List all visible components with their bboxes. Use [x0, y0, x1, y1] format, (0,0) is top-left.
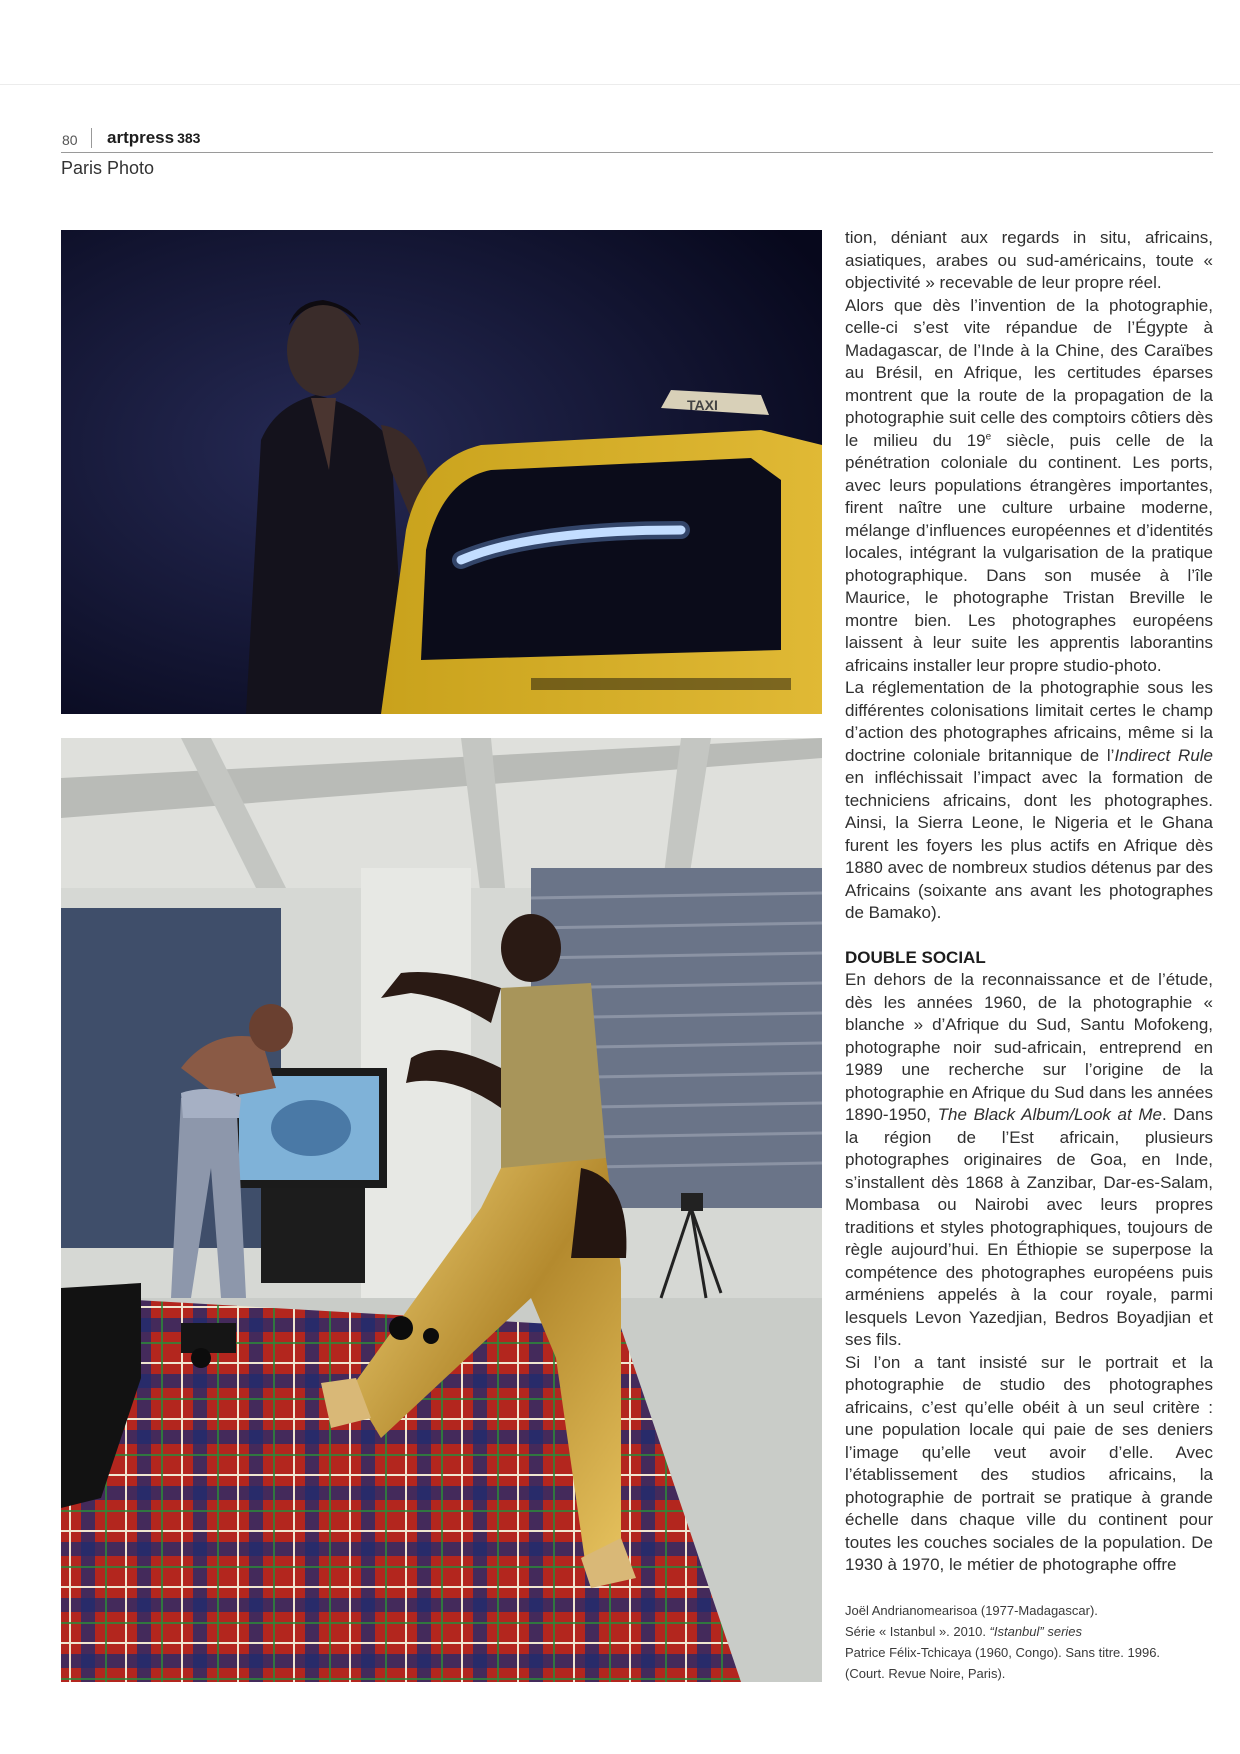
- caption-line-1: Joël Andrianomearisoa (1977-Madagascar).: [845, 1603, 1098, 1618]
- folio-divider: [91, 128, 92, 148]
- black-album-italic: The Black Album/Look at Me: [937, 1105, 1162, 1124]
- paragraph-3: [845, 677, 1213, 925]
- issue-number: 383: [177, 130, 201, 146]
- paragraph-4-part-2: . Dans la région de l’Est africain, plusieurs photographes originaires de Goa, en Inde, s’installent dès 1868 à Zanzibar, Dar-es-Salam, Mombasa ou Nairobi avec leurs propres traditions et styles photographiques, toujours de règle aujourd’hui. En Éthiopie se superpose la compétence des photographes européens puis arméniens appelés à la cour royale, parmi lesquels Levon Yazedjian, Bedros Boyadjian et ses fils.: [845, 1105, 1213, 1349]
- taxi-sign-label: TAXI: [687, 397, 718, 413]
- century-superscript: e: [985, 430, 992, 442]
- paragraph-2-part-1: Alors que dès l’invention de la photographie, celle-ci s’est vite répandue de l’Égypte à Madagascar, de l’Inde à la Chine, des Caraïbes au Brésil, en Afrique, les certitudes éparses montrent que la route de la propagation de la photographie suit celle des comptoirs côtiers dès le milieu du 19: [845, 295, 1213, 450]
- caption-series-italic: “Istanbul” series: [989, 1624, 1083, 1639]
- photo-taxi-night: [61, 230, 822, 714]
- indirect-rule-italic: Indirect Rule: [1114, 745, 1214, 765]
- paragraph-3-part-1: La réglementation de la photographie sous les différentes colonisations limitait certes le champ d’action des photographes africains, même si la doctrine coloniale britannique de l’: [845, 678, 1213, 765]
- magazine-title: [107, 128, 200, 148]
- caption-line-3: Patrice Félix-Tchicaya (1960, Congo). Sans titre. 1996.: [845, 1645, 1161, 1660]
- caption-line-2: [845, 1621, 1213, 1642]
- paragraph-5: Si l’on a tant insisté sur le portrait et la photographie de studio des photographes africains, c’est qu’elle obéit à un seul critère : une population locale qui paie de ses deniers l’image qu’elle veut avoir d’elle. Avec l’établissement des studios africains, la photographie de portrait se pratique à grande échelle dans chaque ville du continent pour toutes les couches sociales de la population. De 1930 à 1970, le métier de photographe offre: [845, 1352, 1213, 1574]
- subheading-double-social: DOUBLE SOCIAL: [845, 947, 986, 967]
- photo-studio-scene: [61, 738, 822, 1682]
- paragraph-3-part-2: en infléchissait l’impact avec la formation de techniciens africains, dont les photographes. Ainsi, la Sierra Leone, le Nigeria et le Ghana furent les foyers les plus actifs en Afrique dès 1880 avec de nombreux studios détenus par des Africains (soixante ans avant les photographes de Bamako).: [845, 768, 1213, 922]
- caption-line-2-part-1: Série « Istanbul ». 2010.: [845, 1624, 990, 1639]
- section-title: Paris Photo: [61, 158, 155, 178]
- paragraph-2: [845, 295, 1213, 678]
- paragraph-2-part-2: siècle, puis celle de la pénétration coloniale du continent. Les ports, avec leurs populations étrangères importantes, firent naître une culture urbaine moderne, mélange d’influences européennes et d’identités locales, intégrant la vulgarisation de la pratique photographique. Dans son musée à l’île Maurice, le photographe Tristan Breville le montre bien. Les photographes européens laissent à leur suite les apprentis laborantins africains installer leur propre studio-photo.: [845, 430, 1213, 675]
- header-rule: [61, 152, 1213, 153]
- caption-line-4: (Court. Revue Noire, Paris).: [845, 1666, 1006, 1681]
- paragraph-4-part-1: En dehors de la reconnaissance et de l’étude, dès les années 1960, de la photographie « blanche » d’Afrique du Sud, Santu Mofokeng, photographe noir sud-africain, entreprend en 1989 une recherche sur l’origine de la photographie en Afrique du Sud dans les années 1890-1950,: [845, 970, 1213, 1124]
- magazine-name: artpress: [107, 128, 175, 147]
- scan-margin: [0, 0, 1240, 85]
- article-column: [845, 227, 1213, 1577]
- photo-caption: [845, 1600, 1213, 1684]
- paragraph-4: [845, 969, 1213, 1352]
- paragraph-1: tion, déniant aux regards in situ, africains, asiatiques, arabes ou sud-américains, toute « objectivité » recevable de leur propre réel.: [845, 228, 1213, 292]
- page-number: 80: [62, 132, 78, 148]
